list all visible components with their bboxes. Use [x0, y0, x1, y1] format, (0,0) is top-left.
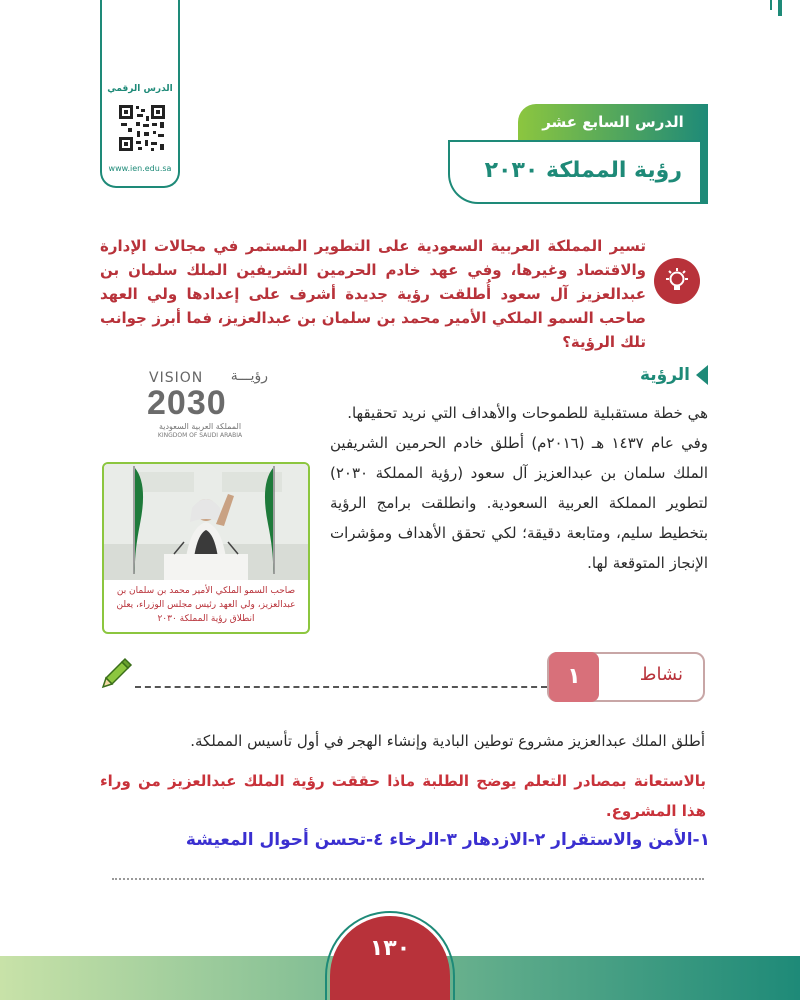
lesson-title-box [448, 140, 708, 204]
vision-heading-text: الرؤية [639, 365, 690, 385]
vision-body [330, 398, 708, 578]
vision-section-heading [640, 365, 708, 385]
digital-lesson-tab[interactable] [100, 0, 180, 188]
digital-lesson-url[interactable]: www.ien.edu.sa [108, 164, 172, 173]
answer-dotted-line [112, 878, 704, 880]
activity-question: بالاستعانة بمصادر التعلم يوضح الطلبة ماذا حققت رؤية الملك عبدالعزيز من وراء هذا المشروع. [100, 772, 706, 820]
logo-kingdom-en: KINGDOM OF SAUDI ARABIA [157, 432, 243, 439]
digital-lesson-label: الدرس الرقمي [107, 84, 173, 94]
logo-vision-ar: رؤيـــة [230, 368, 268, 384]
crown-prince-photo-card [102, 462, 310, 634]
activity-label: نشاط [639, 664, 683, 685]
logo-vision-en: VISION [149, 370, 204, 386]
vision-2030-logo [145, 370, 270, 442]
activity-divider [135, 686, 547, 688]
logo-year: 2030 [147, 384, 227, 422]
vision-launch-paragraph: وفي عام ١٤٣٧ هـ (٢٠١٦م) أطلق خادم الحرمين الشريفين الملك سلمان بن عبدالعزيز آل سعود (رؤية المملكة ٢٠٣٠) لتطوير المملكة العربية السعودية. وانطلقت برامج الرؤية بتخطيط سليم، ومتابعة دقيقة؛ لكي تحقق الأهداف ومؤشرات الإنجاز المتوقعة لها. [330, 434, 708, 572]
intro-paragraph: تسير المملكة العربية السعودية على التطوير المستمر في مجالات الإدارة والاقتصاد وغيرها، وفي عهد خادم الحرمين الشريفين الملك سلمان بن عبدالعزيز آل سعود أُطلقت رؤية جديدة أشرف على إعدادها ولي العهد صاحب السمو الملكي الأمير محمد بن سلمان بن عبدالعزيز، فما أبرز جوانب تلك الرؤية؟ [100, 237, 646, 351]
activity-number: ١ [549, 652, 599, 702]
corner-mark-thin [770, 0, 772, 10]
activity-statement: أطلق الملك عبدالعزيز مشروع توطين البادية وإنشاء الهجر في أول تأسيس المملكة. [190, 732, 705, 750]
lesson-title: رؤية المملكة ٢٠٣٠ [484, 158, 682, 183]
activity-answer[interactable]: ١-الأمن والاستقرار ٢-الازدهار ٣-الرخاء ٤-تحسن أحوال المعيشة [185, 830, 710, 850]
photo-caption: صاحب السمو الملكي الأمير محمد بن سلمان بن عبدالعزيز، ولي العهد رئيس مجلس الوزراء، يعلن انطلاق رؤية المملكة ٢٠٣٠ [116, 586, 296, 624]
pencil-icon [100, 656, 134, 690]
lightbulb-icon [654, 258, 700, 304]
lesson-number-tag: الدرس السابع عشر [518, 104, 708, 140]
corner-mark [778, 0, 782, 16]
crown-prince-photo [104, 464, 308, 580]
vision-definition: هي خطة مستقبلية للطموحات والأهداف التي نريد تحقيقها. [347, 404, 708, 422]
activity-header [547, 652, 705, 702]
logo-kingdom-ar: المملكة العربية السعودية [158, 422, 242, 431]
qr-code-icon[interactable] [118, 104, 166, 152]
section-arrow-icon [696, 365, 708, 385]
page-number: ١٣٠ [330, 916, 450, 1000]
